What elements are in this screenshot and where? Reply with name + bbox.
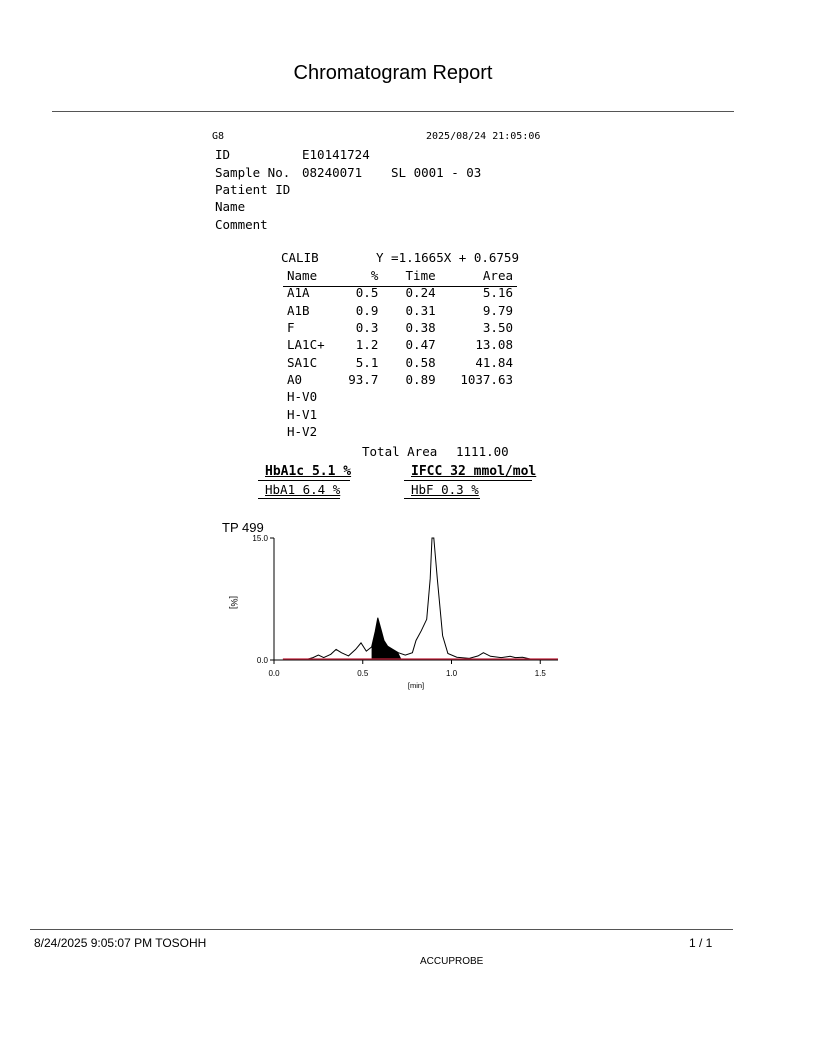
footer-divider <box>30 929 733 930</box>
row-name: H-V1 <box>287 406 318 422</box>
table-header-rule <box>283 286 517 287</box>
table-row <box>283 353 513 370</box>
row-time <box>378 423 435 440</box>
chart-label: TP 499 <box>222 520 264 535</box>
sample-position: SL 0001 - 03 <box>391 165 482 180</box>
x-tick-label: 0.5 <box>357 669 369 678</box>
results-header-row <box>283 267 513 284</box>
id-value: E10141724 <box>302 147 370 162</box>
row-area: 1037.63 <box>460 371 513 387</box>
header-area: Area <box>482 268 513 284</box>
row-time: 0.58 <box>405 354 436 370</box>
row-name: A1A <box>287 285 310 301</box>
row-area: 9.79 <box>482 302 513 318</box>
page-number: 1 / 1 <box>689 936 713 950</box>
hba1-result: HbA1 6.4 % <box>265 482 341 497</box>
table-row <box>283 302 513 319</box>
header-name: Name <box>287 268 318 284</box>
x-tick-label: 0.0 <box>268 669 280 678</box>
row-area: 3.50 <box>482 320 513 336</box>
row-name: A0 <box>287 371 303 387</box>
id-label: ID <box>215 147 231 162</box>
row-pct: 93.7 <box>348 371 379 387</box>
instrument-code: G8 <box>212 131 225 142</box>
calib-label: CALIB <box>281 250 319 265</box>
footer-brand: ACCUPROBE <box>420 956 484 967</box>
row-name: LA1C+ <box>287 337 325 353</box>
chromatogram-trace <box>274 538 558 660</box>
row-area: 5.16 <box>482 285 513 301</box>
hbf-underline <box>404 498 480 499</box>
sample-value: 08240071 <box>302 165 363 180</box>
y-axis-unit: [%] <box>229 596 239 610</box>
table-row <box>283 388 513 405</box>
row-area: 13.08 <box>475 337 513 353</box>
patient-id-label: Patient ID <box>215 182 291 197</box>
report-datetime: 2025/08/24 21:05:06 <box>426 131 541 142</box>
row-time: 0.47 <box>405 337 436 353</box>
row-name: SA1C <box>287 354 318 370</box>
x-tick-label: 1.5 <box>534 669 546 678</box>
row-time: 0.31 <box>405 302 436 318</box>
row-pct <box>344 388 378 405</box>
print-timestamp: 8/24/2025 9:05:07 PM TOSOHH <box>34 936 207 950</box>
row-time <box>378 405 435 422</box>
row-name: A1B <box>287 302 310 318</box>
row-area <box>436 405 513 422</box>
comment-label: Comment <box>215 217 268 232</box>
row-pct <box>344 405 378 422</box>
row-time: 0.89 <box>405 371 436 387</box>
x-tick-label: 1.0 <box>445 669 458 678</box>
row-pct: 1.2 <box>355 337 379 353</box>
total-area-label: Total Area <box>362 444 438 459</box>
table-row <box>283 423 513 440</box>
ifcc-result: IFCC 32 mmol/mol <box>411 464 537 479</box>
row-area <box>436 388 513 405</box>
hba1-underline <box>258 498 340 499</box>
total-area-value: 1111.00 <box>456 444 509 459</box>
header-time: Time <box>405 268 436 284</box>
chromatogram-chart <box>200 510 580 695</box>
row-area <box>436 423 513 440</box>
table-row <box>283 319 513 336</box>
row-pct: 5.1 <box>355 354 379 370</box>
calib-equation: Y =1.1665X + 0.6759 <box>376 250 519 265</box>
page-title: Chromatogram Report <box>293 62 493 84</box>
name-label: Name <box>215 199 246 214</box>
table-row <box>283 405 513 422</box>
sample-label: Sample No. <box>215 165 291 180</box>
row-time <box>378 388 435 405</box>
hbf-result: HbF 0.3 % <box>411 482 479 497</box>
header-divider <box>52 111 734 112</box>
hba1c-result: HbA1c 5.1 % <box>265 464 352 479</box>
table-row <box>283 336 513 353</box>
header-pct: % <box>370 268 379 284</box>
row-name: H-V2 <box>287 423 318 439</box>
row-pct: 0.9 <box>355 302 379 318</box>
table-row <box>283 371 513 388</box>
row-name: F <box>287 320 295 336</box>
y-tick-label: 15.0 <box>252 534 268 543</box>
row-pct: 0.3 <box>355 320 379 336</box>
row-pct <box>344 423 378 440</box>
results-table <box>283 267 513 440</box>
y-tick-label: 0.0 <box>256 656 268 665</box>
row-area: 41.84 <box>475 354 513 370</box>
x-axis-label: [min] <box>407 681 425 690</box>
row-pct: 0.5 <box>355 285 379 301</box>
row-name: H-V0 <box>287 389 318 405</box>
row-time: 0.38 <box>405 320 436 336</box>
row-time: 0.24 <box>405 285 436 301</box>
